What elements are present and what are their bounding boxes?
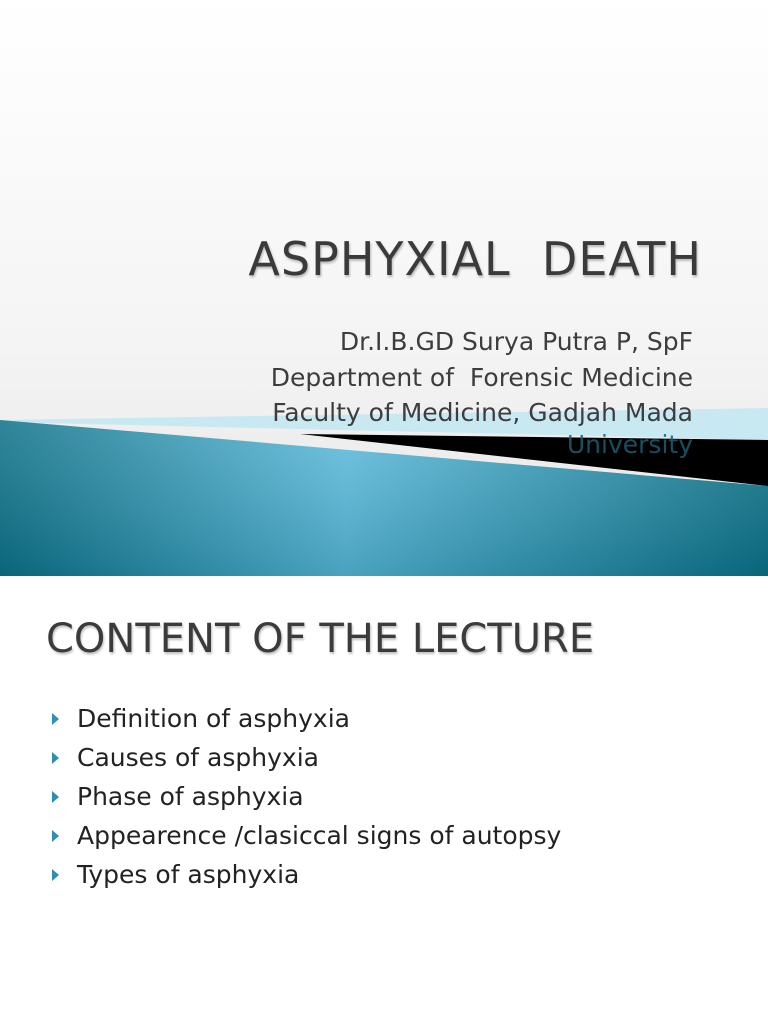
triangle-bullet-icon [52,830,59,842]
department-line: Department of Forensic Medicine [270,363,693,392]
bullet-text: Types of asphyxia [77,860,300,889]
list-item [52,855,561,894]
bullet-text: Phase of asphyxia [77,782,304,811]
slide-title: ASPHYXIAL DEATH [248,232,702,286]
presenter-name: Dr.I.B.GD Surya Putra P, SpF [339,327,693,356]
triangle-bullet-icon [52,713,59,725]
university-line: University [566,430,693,459]
content-slide [0,590,768,1024]
list-item [52,816,561,855]
bullet-text: Definition of asphyxia [77,704,350,733]
list-item [52,777,561,816]
list-item [52,738,561,777]
content-title: CONTENT OF THE LECTURE [46,616,595,662]
faculty-line: Faculty of Medicine, Gadjah Mada [272,398,693,427]
triangle-bullet-icon [52,752,59,764]
triangle-bullet-icon [52,791,59,803]
bullet-list [52,699,561,894]
triangle-bullet-icon [52,869,59,881]
list-item [52,699,561,738]
bullet-text: Appearence /clasiccal signs of autopsy [77,821,562,850]
bullet-text: Causes of asphyxia [77,743,319,772]
